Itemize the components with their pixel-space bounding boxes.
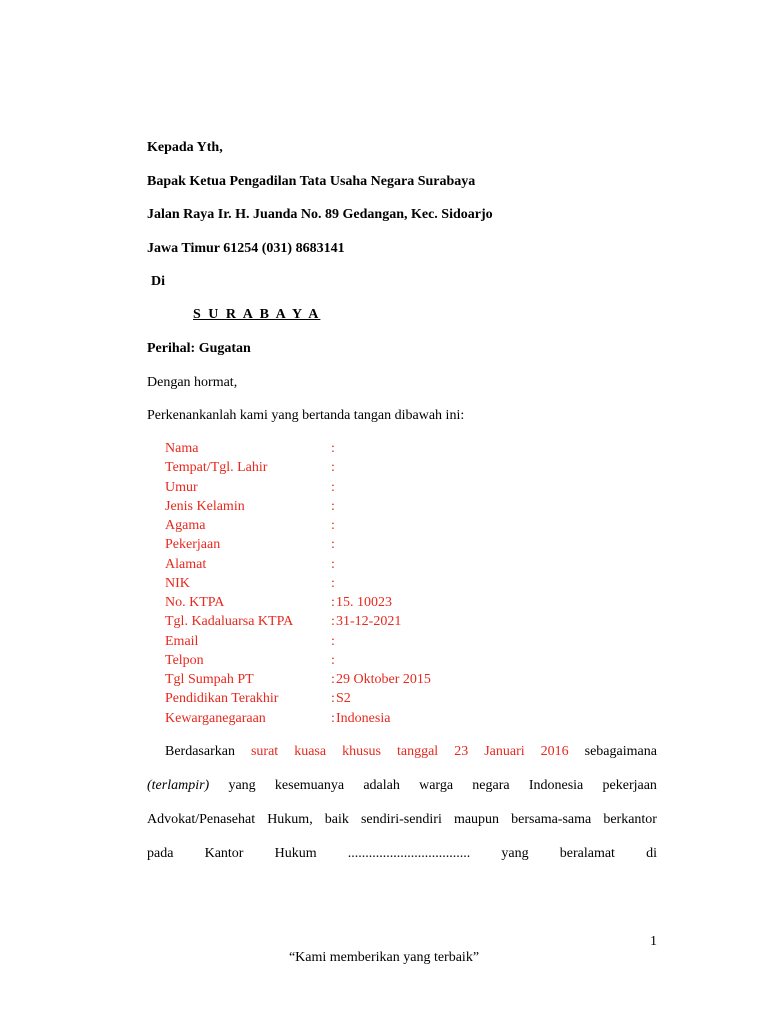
body-word: Hukum, — [267, 812, 313, 827]
identity-colon: : — [331, 557, 335, 572]
body-word: negara — [472, 778, 510, 793]
identity-label: Tgl. Kadaluarsa KTPA — [165, 614, 294, 629]
identity-label: Jenis Kelamin — [165, 499, 245, 514]
identity-label: Alamat — [165, 557, 207, 572]
identity-colon: : — [331, 691, 335, 706]
body-word: berkantor — [603, 812, 657, 827]
identity-value: 29 Oktober 2015 — [336, 672, 431, 687]
identity-colon: : — [331, 441, 335, 456]
identity-value: 31-12-2021 — [336, 614, 402, 629]
identity-colon: : — [331, 460, 335, 475]
identity-colon: : — [331, 499, 335, 514]
body-word: yang — [501, 846, 529, 861]
identity-label: No. KTPA — [165, 595, 225, 610]
body-word: Kantor — [204, 846, 244, 861]
identity-label: Kewarganegaraan — [165, 711, 266, 726]
body-word: (terlampir) — [147, 778, 210, 793]
body-word: pekerjaan — [602, 778, 657, 793]
recipient: Bapak Ketua Pengadilan Tata Usaha Negara Surabaya — [147, 174, 476, 189]
body-word: sebagaimana — [584, 744, 657, 759]
identity-label: Tgl Sumpah PT — [165, 672, 254, 687]
body-word: bersama-sama — [511, 812, 592, 827]
identity-colon: : — [331, 653, 335, 668]
body-word: beralamat — [559, 846, 615, 861]
identity-label: Pekerjaan — [165, 537, 221, 552]
body-line-3 — [147, 812, 657, 828]
intro-text: Perkenankanlah kami yang bertanda tangan dibawah ini: — [147, 408, 465, 423]
body-word: ................................... — [347, 846, 471, 861]
body-word: kuasa — [294, 744, 327, 759]
identity-colon: : — [331, 480, 335, 495]
greeting: Dengan hormat, — [147, 375, 238, 390]
identity-label: Nama — [165, 441, 199, 456]
identity-value: 15. 10023 — [336, 595, 392, 610]
body-word: Hukum — [274, 846, 317, 861]
body-word: Advokat/Penasehat — [147, 812, 256, 827]
identity-colon: : — [331, 634, 335, 649]
identity-label: Agama — [165, 518, 206, 533]
body-line-1 — [165, 744, 657, 760]
salutation: Kepada Yth, — [147, 140, 223, 155]
body-word: sendiri-sendiri — [360, 812, 442, 827]
body-word: di — [646, 846, 657, 861]
body-word: 23 — [454, 744, 469, 759]
recipient-street: Jalan Raya Ir. H. Juanda No. 89 Gedangan, Kec. Sidoarjo — [147, 207, 493, 222]
recipient-city: S U R A B A Y A — [193, 307, 321, 322]
body-word: Indonesia — [528, 778, 584, 793]
identity-value: S2 — [336, 691, 351, 706]
identity-colon: : — [331, 595, 335, 610]
body-word: surat — [250, 744, 279, 759]
body-word: pada — [147, 846, 174, 861]
body-line-2 — [147, 778, 657, 794]
body-word: yang — [228, 778, 256, 793]
identity-label: Telpon — [165, 653, 204, 668]
recipient-di: Di — [151, 274, 165, 289]
body-word: 2016 — [540, 744, 569, 759]
footer-motto: “Kami memberikan yang terbaik” — [288, 950, 480, 965]
body-word: khusus — [342, 744, 381, 759]
body-word: adalah — [363, 778, 400, 793]
body-word: Berdasarkan — [165, 744, 235, 759]
identity-colon: : — [331, 711, 335, 726]
recipient-province: Jawa Timur 61254 (031) 8683141 — [147, 241, 345, 256]
page-number: 1 — [650, 934, 657, 949]
identity-label: Tempat/Tgl. Lahir — [165, 460, 268, 475]
identity-colon: : — [331, 537, 335, 552]
identity-value: Indonesia — [336, 711, 391, 726]
identity-colon: : — [331, 576, 335, 591]
body-word: Januari — [484, 744, 525, 759]
identity-colon: : — [331, 614, 335, 629]
body-word: baik — [324, 812, 349, 827]
body-word: maupun — [453, 812, 500, 827]
identity-label: Email — [165, 634, 199, 649]
identity-colon: : — [331, 518, 335, 533]
body-word: tanggal — [396, 744, 439, 759]
identity-colon: : — [331, 672, 335, 687]
identity-label: Umur — [165, 480, 198, 495]
body-word: warga — [419, 778, 454, 793]
subject-line: Perihal: Gugatan — [147, 341, 251, 356]
body-word: kesemuanya — [274, 778, 345, 793]
identity-label: Pendidikan Terakhir — [165, 691, 279, 706]
identity-label: NIK — [165, 576, 190, 591]
body-line-4 — [147, 846, 657, 862]
